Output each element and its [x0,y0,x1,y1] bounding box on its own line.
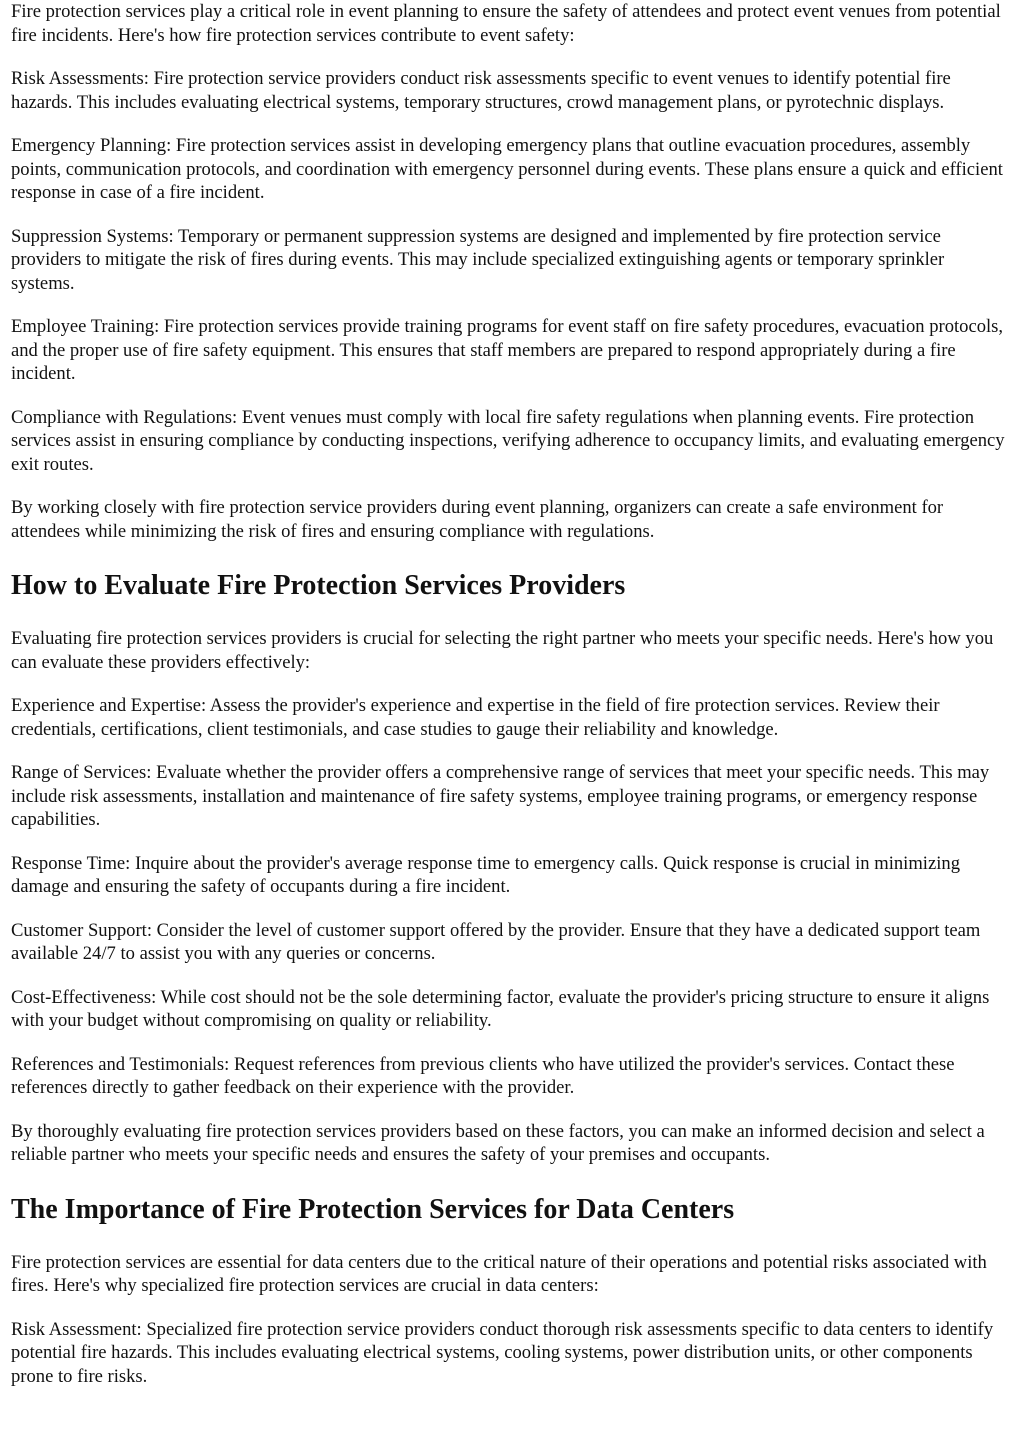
heading-data-centers: The Importance of Fire Protection Services for Data Centers [11,1193,735,1225]
heading-evaluate-providers: How to Evaluate Fire Protection Services Providers [11,570,626,601]
paragraph-references-testimonials: References and Testimonials: Request references from previous clients who have utilized the provider's services. Contact these references directly to gather feedback on their experience with the provider. [11,1053,955,1098]
paragraph-emergency-planning: Emergency Planning: Fire protection services assist in developing emergency plans that outline evacuation procedures, assembly points, communication protocols, and coordination with emergency personnel during events. These plans ensure a quick and efficient response in case of a fire incident. [11,135,1003,203]
paragraph-evaluate-conclusion: By thoroughly evaluating fire protection services providers based on these factors, you can make an informed decision and select a reliable partner who meets your specific needs and ensures the safety of your premises and occupants. [11,1120,985,1165]
paragraph-event-intro: Fire protection services play a critical role in event planning to ensure the safety of attendees and protect event venues from potential fire incidents. Here's how fire protection services contribute to event safety: [11,1,1001,46]
paragraph-response-time: Response Time: Inquire about the provider's average response time to emergency calls. Quick response is crucial in minimizing damage and ensuring the safety of occupants during a fire incident. [11,852,960,897]
paragraph-risk-assessments: Risk Assessments: Fire protection service providers conduct risk assessments specific to event venues to identify potential fire hazards. This includes evaluating electrical systems, temporary structures, crowd management plans, or pyrotechnic displays. [11,68,951,113]
paragraph-data-centers-risk-assessment: Risk Assessment: Specialized fire protection service providers conduct thorough risk assessments specific to data centers to identify potential fire hazards. This includes evaluating electrical systems, cooling systems, power distribution units, or other components prone to fire risks. [11,1318,994,1387]
paragraph-range-of-services: Range of Services: Evaluate whether the provider offers a comprehensive range of services that meet your specific needs. This may include risk assessments, installation and maintenance of fire safety systems, employee training programs, or emergency response capabilities. [11,762,990,830]
paragraph-evaluate-intro: Evaluating fire protection services providers is crucial for selecting the right partner who meets your specific needs. Here's how you can evaluate these providers effectively: [11,628,994,673]
paragraph-experience-expertise: Experience and Expertise: Assess the provider's experience and expertise in the field of fire protection services. Review their credentials, certifications, client testimonials, and case studies to gauge their reliability and knowledge. [11,695,940,740]
paragraph-customer-support: Customer Support: Consider the level of customer support offered by the provider. Ensure that they have a dedicated support team available 24/7 to assist you with any queries or concerns. [11,919,981,964]
paragraph-employee-training: Employee Training: Fire protection services provide training programs for event staff on fire safety procedures, evacuation protocols, and the proper use of fire safety equipment. This ensures that staff members are prepared to respond appropriately during a fire incident. [11,316,1004,384]
paragraph-cost-effectiveness: Cost-Effectiveness: While cost should not be the sole determining factor, evaluate the provider's pricing structure to ensure it aligns with your budget without compromising on quality or reliability. [11,986,990,1031]
paragraph-data-centers-intro: Fire protection services are essential for data centers due to the critical nature of their operations and potential risks associated with fires. Here's why specialized fire protection services are crucial in data centers: [11,1251,987,1296]
paragraph-event-conclusion: By working closely with fire protection service providers during event planning, organizers can create a safe environment for attendees while minimizing the risk of fires and ensuring compliance with regulations. [11,497,944,542]
paragraph-suppression-systems: Suppression Systems: Temporary or permanent suppression systems are designed and implemented by fire protection service providers to mitigate the risk of fires during events. This may include specialized extinguishing agents or temporary sprinkler systems. [11,225,945,294]
paragraph-compliance: Compliance with Regulations: Event venues must comply with local fire safety regulations when planning events. Fire protection services assist in ensuring compliance by conducting inspections, verifying adherence to occupancy limits, and evaluating emergency exit routes. [11,406,1005,475]
